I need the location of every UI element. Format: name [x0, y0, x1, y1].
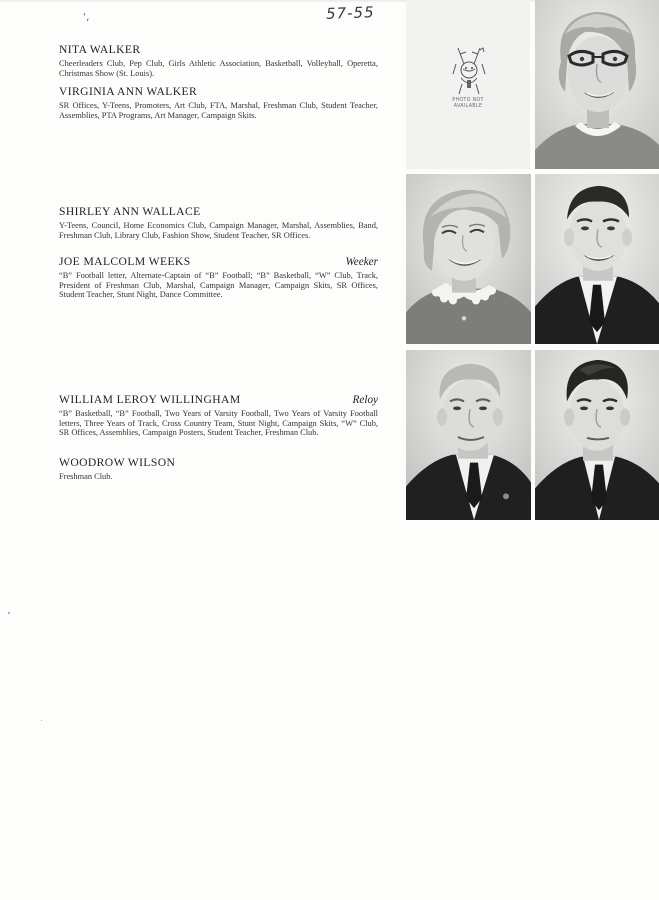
student-nickname: Weeker [345, 256, 378, 268]
student-entry-woodrow-wilson [59, 456, 378, 482]
placeholder-caption-line: PHOTO NOT [452, 98, 484, 103]
student-nickname: Reloy [352, 394, 378, 406]
corner-ink-mark: ‘‚ [83, 12, 90, 23]
student-name: WOODROW WILSON [59, 456, 176, 469]
school-mascot-logo-icon [450, 44, 488, 96]
student-activities: Freshman Club. [59, 472, 113, 481]
portrait-photo [406, 350, 531, 520]
scan-speck [8, 612, 10, 614]
student-activities: SR Offices, Y-Teens, Promoters, Art Club, FTA, Marshal, Freshman Club, Student Teacher, Assemblies, PTA Programs, Art Manager, Campaign Skits. [59, 101, 378, 120]
student-entry-shirley-ann-wallace [59, 205, 378, 240]
student-activities: Cheerleaders Club, Pep Club, Girls Athletic Association, Basketball, Volleyball, Operetta, Christmas Show (St. Louis). [59, 59, 378, 78]
photo-not-available-placeholder [406, 0, 530, 169]
student-entry-joe-malcolm-weeks [59, 255, 378, 300]
student-name: NITA WALKER [59, 43, 141, 56]
placeholder-caption [406, 98, 530, 110]
portrait-photo [535, 350, 659, 520]
student-name: SHIRLEY ANN WALLACE [59, 205, 201, 218]
portrait-virginia-ann-walker [535, 0, 659, 169]
student-name: JOE MALCOLM WEEKS [59, 255, 191, 268]
student-activities: “B” Basketball, “B” Football, Two Years of Varsity Football, Two Years of Varsity Football letters, Three Years of Track, Cross Country Team, Stunt Night, Campaign Skits, “W” Club, SR Offices, Assemblies, Campaign Posters, Student Teacher, Freshman Club. [59, 409, 378, 438]
portrait-photo [535, 0, 659, 169]
portrait-shirley-ann-wallace [406, 174, 531, 346]
scan-speck [41, 720, 42, 721]
portrait-photo [406, 174, 531, 344]
student-name: VIRGINIA ANN WALKER [59, 85, 198, 98]
student-entry-virginia-ann-walker [59, 85, 378, 120]
student-name: WILLIAM LEROY WILLINGHAM [59, 393, 241, 406]
student-activities: “B” Football letter, Alternate-Captain of “B” Football; “B” Basketball, “W” Club, Track, President of Freshman Club, Marshal, Campaign Manager, Campaign Skits, SR Offices, Student Teacher, Stunt Night, Dance Committee. [59, 271, 378, 300]
handwritten-page-number: 57-55 [325, 3, 375, 23]
placeholder-caption-line: AVAILABLE [453, 104, 483, 109]
student-entry-william-leroy-willingham [59, 393, 378, 438]
portrait-woodrow-wilson [535, 350, 659, 522]
portrait-william-leroy-willingham [406, 350, 531, 522]
student-entry-nita-walker [59, 43, 378, 78]
portrait-photo [535, 174, 659, 344]
portrait-joe-malcolm-weeks [535, 174, 659, 346]
student-activities: Y-Teens, Council, Home Economics Club, Campaign Manager, Marshal, Assemblies, Band, Freshman Club, Library Club, Fashion Show, Student Teacher, SR Offices. [59, 221, 378, 240]
